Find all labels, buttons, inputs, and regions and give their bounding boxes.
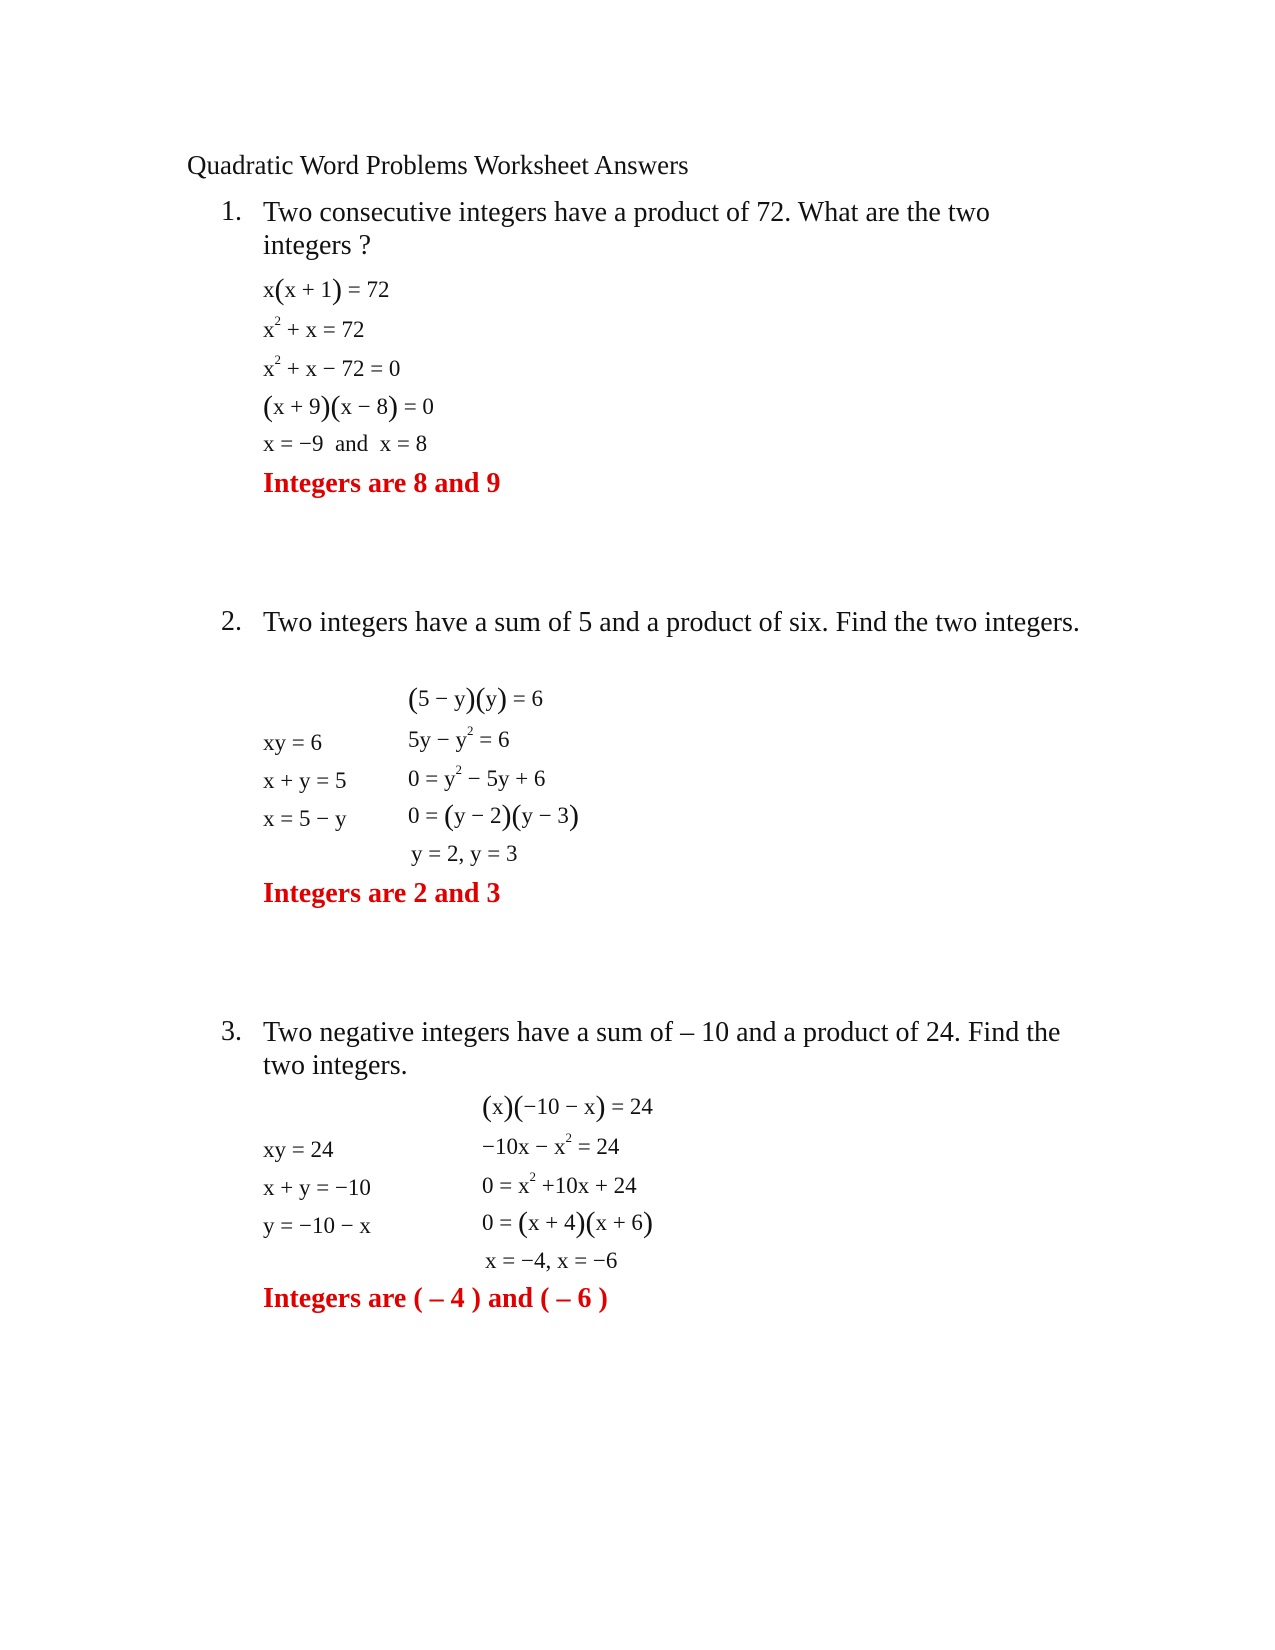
problem-2-question: Two integers have a sum of 5 and a product of six. Find the two integers. xyxy=(263,607,1080,638)
problem-2-number: 2. xyxy=(221,606,242,637)
problem-1-step-3: $x^2 + x - 72 = 0$ xyxy=(263,352,401,381)
problem-3-right-4: 0 = (x + 4)(x + 6) xyxy=(482,1206,653,1239)
problem-3-left-1: xy = 24 xyxy=(263,1137,334,1162)
problem-3-right-2: $-10x - x^2 = 24$ xyxy=(482,1130,620,1159)
problem-1-step-4: (x + 9)(x − 8) = 0 xyxy=(263,390,434,423)
problem-3-left-3: y = −10 − x xyxy=(263,1213,371,1238)
problem-1-step-5: x = −9 and x = 8 xyxy=(263,431,428,456)
problem-1-step-1: x(x + 1) = 72 xyxy=(263,273,390,306)
problem-2-right-2: $5y - y^2 = 6$ xyxy=(408,723,510,752)
problem-3-left-2: x + y = −10 xyxy=(263,1175,371,1200)
problem-3-right-5: x = −4, x = −6 xyxy=(485,1248,618,1273)
page-title: Quadratic Word Problems Worksheet Answers xyxy=(187,150,689,180)
problem-1-answer: Integers are 8 and 9 xyxy=(263,468,501,499)
problem-3-number: 3. xyxy=(221,1016,242,1047)
problem-2-right-1: (5 − y)(y) = 6 xyxy=(408,682,543,715)
problem-2-right-3: $0 = y^2 - 5y + 6$ xyxy=(408,762,546,791)
problem-3-answer: Integers are ( – 4 ) and ( – 6 ) xyxy=(263,1283,608,1314)
problem-1-question: Two consecutive integers have a product of 72. What are the two integers ? xyxy=(263,197,990,261)
problem-2-right-5: y = 2, y = 3 xyxy=(411,841,518,866)
problem-1-step-2: $x^2 + x = 72$ xyxy=(263,313,365,342)
problem-2-left-1: xy = 6 xyxy=(263,730,322,755)
problem-2-left-2: x + y = 5 xyxy=(263,768,347,793)
problem-1-number: 1. xyxy=(221,196,242,227)
problem-2-right-4: 0 = (y − 2)(y − 3) xyxy=(408,799,579,832)
problem-3-question: Two negative integers have a sum of – 10 and a product of 24. Find the two integers. xyxy=(263,1017,1061,1081)
problem-3-right-1: (x)(−10 − x) = 24 xyxy=(482,1090,653,1123)
problem-3-right-3: $0 = x^2 +10x + 24$ xyxy=(482,1169,637,1198)
problem-2-left-3: x = 5 − y xyxy=(263,806,347,831)
problem-2-answer: Integers are 2 and 3 xyxy=(263,878,501,909)
